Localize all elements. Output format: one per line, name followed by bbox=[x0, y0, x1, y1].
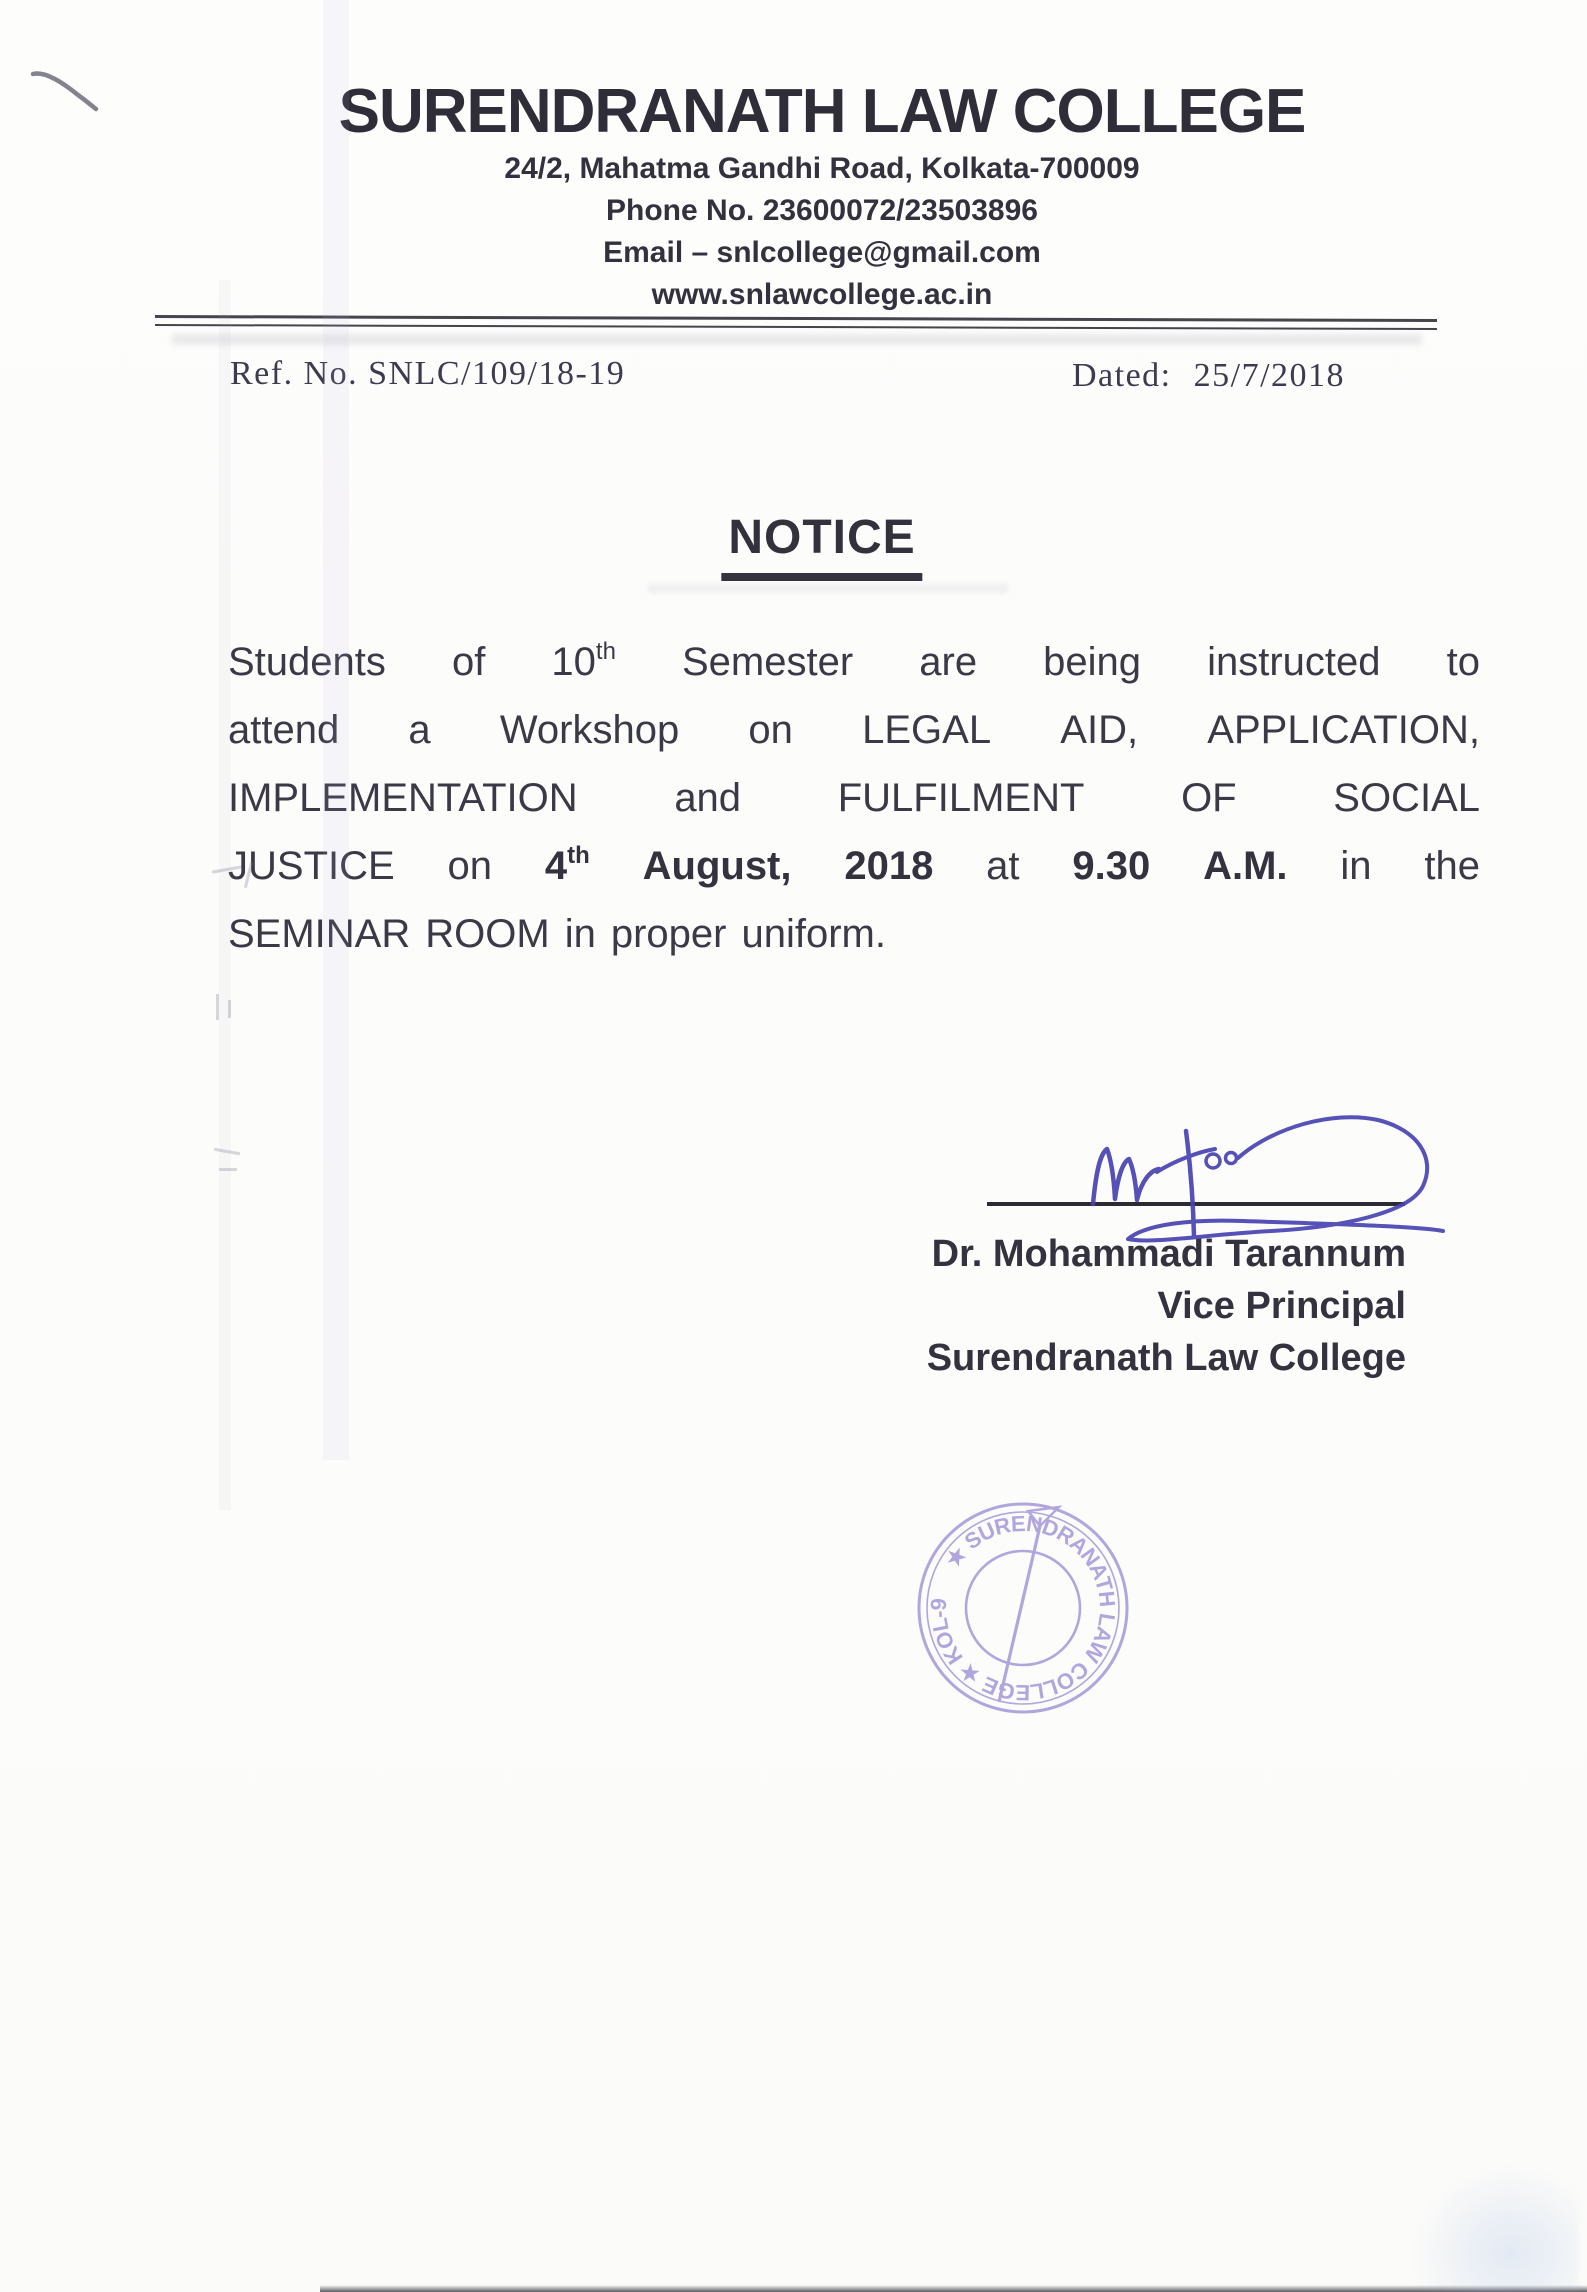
college-name: SURENDRANATH LAW COLLEGE bbox=[338, 77, 1306, 146]
body-word: the bbox=[1424, 843, 1480, 888]
body-word: OF bbox=[1181, 775, 1237, 820]
notice-body-line bbox=[228, 900, 1480, 968]
body-word: APPLICATION, bbox=[1207, 707, 1480, 752]
body-word: a bbox=[408, 707, 431, 752]
notice-body-line bbox=[228, 628, 1480, 696]
body-word: in bbox=[1340, 843, 1372, 888]
superscript-ordinal: th bbox=[595, 637, 616, 665]
body-word: Students bbox=[228, 639, 386, 684]
dated-label: Dated: bbox=[1072, 357, 1172, 394]
body-word: 2018 bbox=[844, 843, 934, 888]
body-word: are bbox=[919, 639, 978, 684]
pencil-ghost-mark bbox=[219, 1168, 237, 1171]
body-word: on bbox=[447, 843, 493, 888]
body-word: and bbox=[674, 775, 742, 820]
superscript-ordinal: th bbox=[567, 841, 590, 869]
date-line bbox=[1072, 357, 1345, 395]
body-word: IMPLEMENTATION bbox=[228, 775, 578, 820]
body-word: SOCIAL bbox=[1333, 775, 1480, 820]
body-word: 10th bbox=[551, 637, 616, 684]
stamp-arrow-icon bbox=[999, 1507, 1059, 1702]
scanner-streak bbox=[323, 0, 349, 1460]
college-address: 24/2, Mahatma Gandhi Road, Kolkata-700009 bbox=[504, 152, 1140, 185]
letterhead bbox=[339, 76, 1306, 316]
college-stamp-seal bbox=[919, 1504, 1127, 1712]
notice-body-line bbox=[228, 832, 1480, 900]
college-phone: Phone No. 23600072/23503896 bbox=[606, 194, 1038, 227]
body-word: LEGAL bbox=[862, 707, 992, 752]
signatory-org: Surendranath Law College bbox=[926, 1337, 1406, 1379]
body-word: SEMINAR bbox=[228, 911, 411, 956]
scan-corner-smudge bbox=[1409, 2162, 1579, 2292]
body-word: to bbox=[1446, 639, 1480, 684]
signatory-name: Dr. Mohammadi Tarannum bbox=[931, 1233, 1406, 1275]
body-word: instructed bbox=[1207, 639, 1381, 684]
body-word: being bbox=[1043, 639, 1142, 684]
college-email: Email – snlcollege@gmail.com bbox=[603, 236, 1041, 269]
scan-ghost-smudge-2 bbox=[648, 584, 1008, 593]
body-word: 4th bbox=[544, 841, 590, 888]
body-word: in bbox=[564, 911, 596, 956]
body-word: at bbox=[986, 843, 1020, 888]
stray-pen-mark bbox=[33, 74, 96, 109]
scan-ghost-smudge bbox=[172, 334, 1422, 345]
signature-line bbox=[987, 1202, 1405, 1206]
body-word: of bbox=[451, 639, 486, 684]
dated-value: 25/7/2018 bbox=[1193, 357, 1346, 394]
signature-ink bbox=[1093, 1117, 1443, 1240]
body-word: Semester bbox=[682, 639, 854, 684]
pencil-ghost-mark bbox=[228, 1000, 231, 1018]
reference-number: Ref. No. SNLC/109/18-19 bbox=[230, 355, 626, 392]
scanner-streak-2 bbox=[219, 280, 231, 1510]
body-word: Workshop bbox=[499, 707, 680, 752]
notice-body-line bbox=[228, 696, 1480, 764]
notice-body-line bbox=[228, 764, 1480, 832]
body-word: uniform. bbox=[741, 911, 886, 956]
scan-bottom-edge bbox=[320, 2285, 1587, 2292]
signatory-title: Vice Principal bbox=[1157, 1285, 1406, 1327]
body-word: FULFILMENT bbox=[837, 775, 1085, 820]
college-website: www.snlawcollege.ac.in bbox=[651, 278, 993, 311]
body-word: proper bbox=[610, 911, 727, 956]
body-word: A.M. bbox=[1203, 843, 1288, 888]
notice-heading: NOTICE bbox=[721, 510, 922, 581]
body-word: on bbox=[748, 707, 793, 752]
body-word: JUSTICE bbox=[228, 843, 395, 888]
body-word: AID, bbox=[1060, 707, 1139, 752]
body-word: ROOM bbox=[425, 911, 550, 956]
body-word: 9.30 bbox=[1072, 843, 1151, 888]
body-word: August, bbox=[642, 843, 792, 888]
notice-body bbox=[228, 628, 1480, 968]
stamp-text: ★ SURENDRANATH LAW COLLEGE ★ KOL-9 bbox=[925, 1510, 1121, 1706]
body-word: attend bbox=[228, 707, 340, 752]
pencil-ghost-mark bbox=[216, 994, 219, 1020]
signatory-block bbox=[900, 1228, 1406, 1384]
